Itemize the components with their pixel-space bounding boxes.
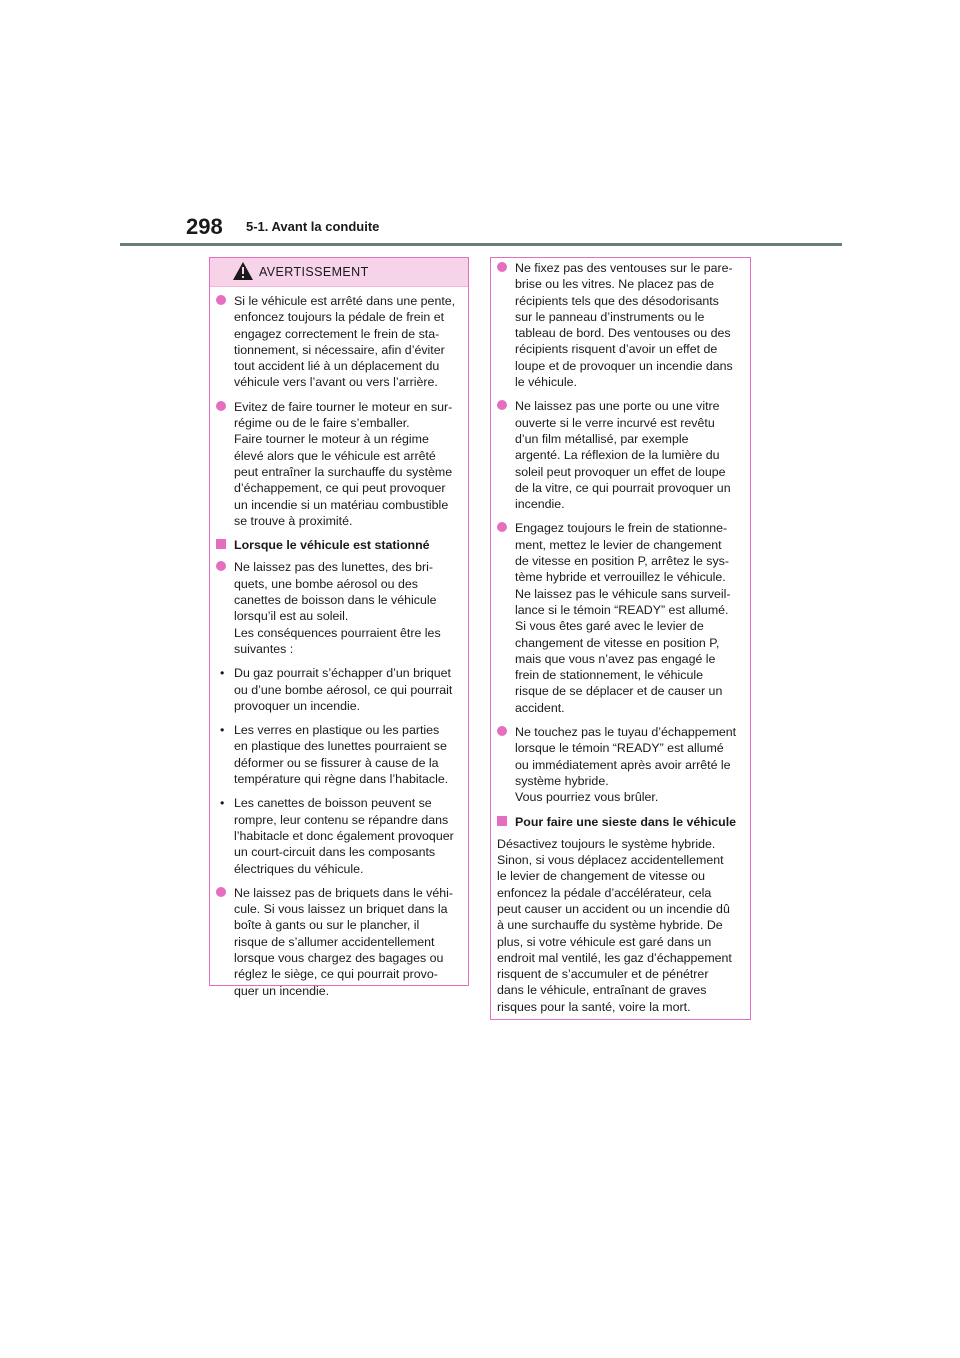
text-line: le levier de changement de vitesse ou	[497, 869, 706, 884]
list-item	[497, 398, 740, 512]
text-line: tionnement, si nécessaire, afin d’éviter	[234, 342, 445, 357]
text-line: ment, mettez le levier de changement	[515, 537, 722, 552]
section-heading: Lorsque le véhicule est stationné	[216, 537, 458, 553]
text-line: récipients tels que des désodorisants	[515, 293, 719, 308]
text-line: se trouve à proximité.	[234, 513, 353, 528]
sub-list-item	[216, 795, 458, 876]
text-line: rompre, leur contenu se répandre dans	[234, 812, 449, 827]
text-line: canettes de boisson dans le véhicule	[234, 593, 437, 608]
text-line: Si vous êtes garé avec le levier de	[515, 619, 704, 634]
text-line: l’habitacle et donc également provoquer	[234, 828, 454, 843]
text-line: de la vitre, ce qui pourrait provoquer un	[515, 480, 731, 495]
text-line: plus, si votre véhicule est garé dans un	[497, 934, 712, 949]
text-line: dans le véhicule, entraînant de graves	[497, 983, 707, 998]
text-line: lorsque le témoin “READY” est allumé	[515, 741, 724, 756]
square-bullet-icon	[216, 539, 226, 549]
text-line: Evitez de faire tourner le moteur en sur-	[234, 399, 453, 414]
list-item	[216, 399, 458, 529]
text-line: tème hybride et verrouillez le véhicule.	[515, 570, 726, 585]
sub-list-item	[216, 722, 458, 787]
dot-bullet-icon: •	[220, 796, 225, 811]
text-line: tout accident lié à un déplacement du	[234, 359, 440, 374]
text-line: loupe et de provoquer un incendie dans	[515, 358, 733, 373]
text-line: Les verres en plastique ou les parties	[234, 723, 440, 738]
text-line: frein de stationnement, le véhicule	[515, 668, 704, 683]
text-line: quets, une bombe aérosol ou des	[234, 576, 418, 591]
text-line: risque de se déplacer et de causer un	[515, 684, 723, 699]
list-item	[216, 885, 458, 999]
bullet-icon	[216, 887, 226, 897]
text-line: à une surchauffe du système hybride. De	[497, 918, 723, 933]
text-line: de vitesse en position P, arrêtez le sys-	[515, 554, 729, 569]
text-line: température qui règne dans l’habitacle.	[234, 772, 449, 787]
square-bullet-icon	[497, 816, 507, 826]
warning-content-left	[210, 287, 468, 1013]
list-item	[216, 293, 458, 391]
text-line: Les canettes de boisson peuvent se	[234, 796, 432, 811]
warning-box-right	[490, 257, 751, 1020]
text-line: système hybride.	[515, 773, 609, 788]
warning-box-left	[209, 257, 469, 998]
text-line: endroit mal ventilé, les gaz d’échappement	[497, 950, 732, 965]
text-line: Si le véhicule est arrêté dans une pente,	[234, 294, 456, 308]
text-line: enfoncez toujours la pédale de frein et	[234, 310, 445, 325]
list-item	[497, 520, 740, 716]
text-line: ou d’une bombe aérosol, ce qui pourrait	[234, 682, 453, 697]
text-line: électriques du véhicule.	[234, 861, 364, 876]
text-line: quer un incendie.	[234, 983, 330, 998]
text-line: soleil peut provoquer un effet de loupe	[515, 464, 726, 479]
text-line: risques pour la santé, voire la mort.	[497, 999, 691, 1014]
text-line: Ne laissez pas des lunettes, des bri-	[234, 560, 434, 575]
text-line: provoquer un incendie.	[234, 698, 361, 713]
text-line: mais que vous n’avez pas engagé le	[515, 651, 716, 666]
text-line: réglez le siège, ce qui pourrait provo-	[234, 967, 438, 982]
text-line: lance si le témoin “READY” est allumé.	[515, 602, 729, 617]
bullet-icon	[497, 400, 507, 410]
text-line: suivantes :	[234, 641, 294, 656]
text-line: ouverte si le verre incurvé est revêtu	[515, 415, 715, 430]
text-line: élevé alors que le véhicule est arrêté	[234, 448, 436, 463]
text-line: cule. Si vous laissez un briquet dans la	[234, 902, 448, 917]
text-line: Sinon, si vous déplacez accidentellement	[497, 853, 724, 868]
text-line: d’un film métallisé, par exemple	[515, 431, 689, 446]
text-line: un incendie si un matériau combustible	[234, 497, 449, 512]
text-line: accident.	[515, 700, 565, 715]
bullet-icon	[216, 295, 226, 305]
text-line: Faire tourner le moteur à un régime	[234, 432, 429, 447]
text-line: changement de vitesse en position P,	[515, 635, 720, 650]
section-heading: Pour faire une sieste dans le véhicule	[497, 814, 740, 830]
text-line: ou immédiatement après avoir arrêté le	[515, 757, 731, 772]
warning-triangle-icon	[232, 261, 254, 281]
text-line: brise ou les vitres. Ne placez pas de	[515, 277, 715, 292]
text-line: en plastique des lunettes pourraient se	[234, 739, 447, 754]
bullet-icon	[497, 726, 507, 736]
dot-bullet-icon: •	[220, 666, 225, 681]
paragraph	[497, 836, 740, 1015]
bullet-icon	[216, 401, 226, 411]
text-line: risque de s’allumer accidentellement	[234, 934, 435, 949]
text-line: déformer ou se fissurer à cause de la	[234, 755, 439, 770]
warning-header	[210, 258, 468, 287]
text-line: boîte à gants ou sur le plancher, il	[234, 918, 420, 933]
text-line: véhicule vers l’avant ou vers l’arrière.	[234, 375, 438, 390]
bullet-icon	[216, 561, 226, 571]
text-line: Ne laissez pas le véhicule sans surveil-	[515, 586, 731, 601]
text-line: risquent de s’accumuler et de pénétrer	[497, 967, 709, 982]
list-item	[497, 724, 740, 805]
text-line: un court-circuit dans les composants	[234, 845, 436, 860]
warning-content-right	[491, 258, 750, 1021]
text-line: sur le panneau d’instruments ou le	[515, 309, 705, 324]
text-line: Du gaz pourrait s’échapper d’un briquet	[234, 666, 451, 681]
text-line: Ne fixez pas des ventouses sur le pare-	[515, 261, 733, 275]
text-line: régime ou de le faire s’emballer.	[234, 416, 410, 431]
text-line: Désactivez toujours le système hybride.	[497, 836, 716, 851]
dot-bullet-icon: •	[220, 723, 225, 738]
text-line: lorsqu’il est au soleil.	[234, 609, 349, 624]
text-line: Ne laissez pas de briquets dans le véhi-	[234, 885, 454, 900]
header-rule	[120, 243, 842, 246]
text-line: Les conséquences pourraient être les	[234, 625, 441, 640]
text-line: d’échappement, ce qui peut provoquer	[234, 481, 446, 496]
bullet-icon	[497, 522, 507, 532]
text-line: Engagez toujours le frein de stationne-	[515, 521, 728, 536]
text-line: récipients risquent d’avoir un effet de	[515, 342, 718, 357]
text-line: tableau de bord. Des ventouses ou des	[515, 326, 731, 341]
list-item	[216, 559, 458, 657]
text-line: Vous pourriez vous brûler.	[515, 790, 659, 805]
bullet-icon	[497, 262, 507, 272]
text-line: lorsque vous chargez des bagages ou	[234, 950, 444, 965]
text-line: Ne touchez pas le tuyau d’échappement	[515, 725, 737, 740]
warning-title: AVERTISSEMENT	[259, 265, 369, 279]
text-line: incendie.	[515, 497, 565, 512]
sub-list-item	[216, 665, 458, 714]
text-line: argenté. La réflexion de la lumière du	[515, 448, 720, 463]
text-line: enfoncez la pédale d’accélérateur, cela	[497, 885, 712, 900]
text-line: engagez correctement le frein de sta-	[234, 326, 440, 341]
text-line: peut causer un accident ou un incendie dû	[497, 901, 730, 916]
page-number: 298	[186, 214, 223, 239]
page-header	[0, 0, 960, 250]
text-line: peut entraîner la surchauffe du système	[234, 464, 453, 479]
text-line: le véhicule.	[515, 375, 577, 390]
text-line: Ne laissez pas une porte ou une vitre	[515, 399, 720, 414]
section-title: 5-1. Avant la conduite	[246, 219, 380, 234]
list-item	[497, 260, 740, 390]
